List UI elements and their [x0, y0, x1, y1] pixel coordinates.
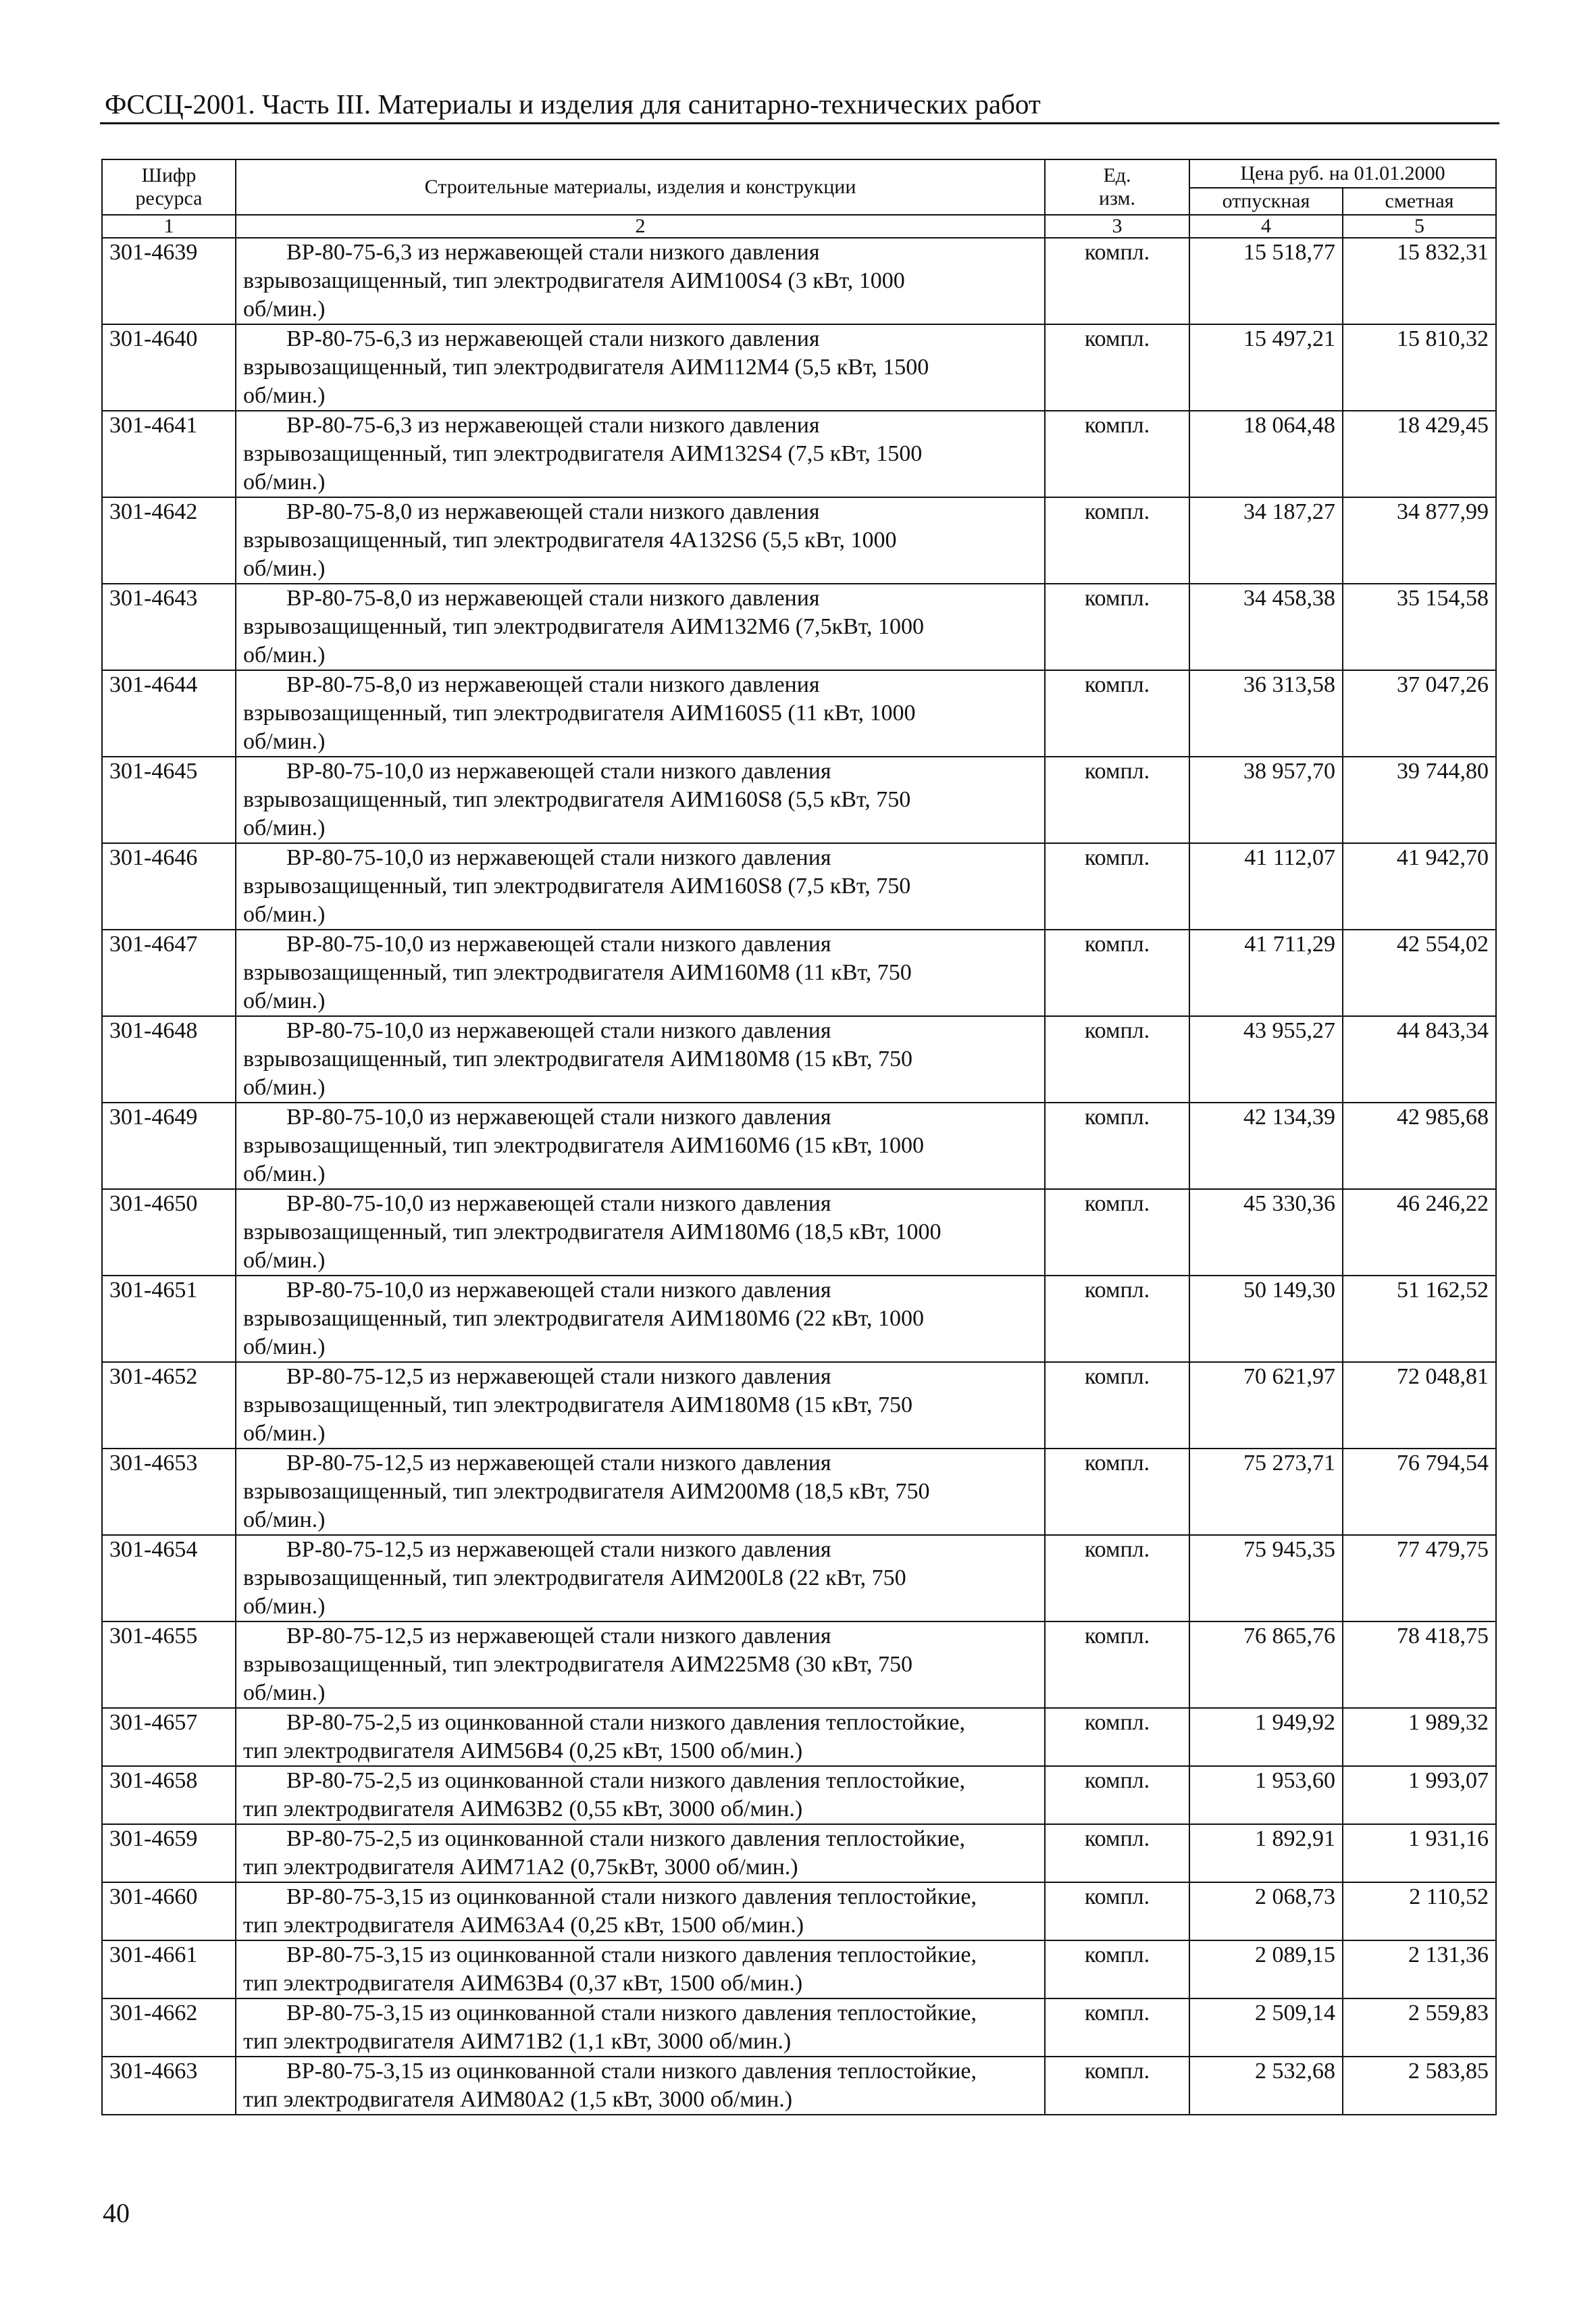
material-name: ВР-80-75-12,5 из нержавеющей стали низкого давления взрывозащищенный, тип электродвигателя АИМ180М8 (15 кВт, 750 об/мин.)	[236, 1362, 1045, 1449]
estimate-price: 2 110,52	[1343, 1882, 1496, 1940]
estimate-price: 41 942,70	[1343, 843, 1496, 930]
release-price: 38 957,70	[1189, 757, 1343, 843]
column-number-row	[102, 215, 1496, 238]
table-row	[102, 1189, 1496, 1276]
table-row	[102, 1535, 1496, 1621]
resource-code: 301-4651	[102, 1276, 236, 1362]
column-number: 4	[1189, 215, 1343, 238]
resource-code: 301-4658	[102, 1766, 236, 1824]
unit-of-measure: компл.	[1045, 1016, 1189, 1103]
table-row	[102, 1998, 1496, 2057]
table-row	[102, 1882, 1496, 1940]
release-price: 2 532,68	[1189, 2057, 1343, 2115]
release-price: 1 892,91	[1189, 1824, 1343, 1882]
release-price: 1 953,60	[1189, 1766, 1343, 1824]
release-price: 75 273,71	[1189, 1449, 1343, 1535]
estimate-price: 35 154,58	[1343, 584, 1496, 670]
estimate-price: 2 583,85	[1343, 2057, 1496, 2115]
header-release-price: отпускная	[1189, 188, 1343, 215]
release-price: 34 458,38	[1189, 584, 1343, 670]
material-name: ВР-80-75-3,15 из оцинкованной стали низкого давления теплостойкие, тип электродвигателя АИМ80А2 (1,5 кВт, 3000 об/мин.)	[236, 2057, 1045, 2115]
resource-code: 301-4644	[102, 670, 236, 757]
material-name: ВР-80-75-6,3 из нержавеющей стали низкого давления взрывозащищенный, тип электродвигателя АИМ112М4 (5,5 кВт, 1500 об/мин.)	[236, 324, 1045, 411]
estimate-price: 51 162,52	[1343, 1276, 1496, 1362]
release-price: 36 313,58	[1189, 670, 1343, 757]
column-number: 1	[102, 215, 236, 238]
resource-code: 301-4661	[102, 1940, 236, 1998]
unit-of-measure: компл.	[1045, 757, 1189, 843]
unit-of-measure: компл.	[1045, 930, 1189, 1016]
header-price-group: Цена руб. на 01.01.2000	[1189, 159, 1496, 188]
table-row	[102, 238, 1496, 324]
release-price: 2 068,73	[1189, 1882, 1343, 1940]
unit-of-measure: компл.	[1045, 1766, 1189, 1824]
table-row	[102, 324, 1496, 411]
unit-of-measure: компл.	[1045, 1362, 1189, 1449]
table-row	[102, 584, 1496, 670]
table-row	[102, 1940, 1496, 1998]
estimate-price: 42 554,02	[1343, 930, 1496, 1016]
estimate-price: 44 843,34	[1343, 1016, 1496, 1103]
unit-of-measure: компл.	[1045, 1449, 1189, 1535]
header-code: Шифр ресурса	[102, 159, 236, 215]
unit-of-measure: компл.	[1045, 1276, 1189, 1362]
resource-code: 301-4646	[102, 843, 236, 930]
table-row	[102, 757, 1496, 843]
estimate-price: 15 810,32	[1343, 324, 1496, 411]
resource-code: 301-4655	[102, 1621, 236, 1708]
estimate-price: 42 985,68	[1343, 1103, 1496, 1189]
release-price: 43 955,27	[1189, 1016, 1343, 1103]
estimate-price: 37 047,26	[1343, 670, 1496, 757]
header-rule	[100, 122, 1499, 124]
material-name: ВР-80-75-10,0 из нержавеющей стали низкого давления взрывозащищенный, тип электродвигателя АИМ160S8 (5,5 кВт, 750 об/мин.)	[236, 757, 1045, 843]
unit-of-measure: компл.	[1045, 324, 1189, 411]
column-number: 5	[1343, 215, 1496, 238]
resource-code: 301-4641	[102, 411, 236, 497]
resource-code: 301-4657	[102, 1708, 236, 1766]
material-name: ВР-80-75-8,0 из нержавеющей стали низкого давления взрывозащищенный, тип электродвигателя АИМ160S5 (11 кВт, 1000 об/мин.)	[236, 670, 1045, 757]
table-row	[102, 1766, 1496, 1824]
estimate-price: 18 429,45	[1343, 411, 1496, 497]
material-name: ВР-80-75-3,15 из оцинкованной стали низкого давления теплостойкие, тип электродвигателя АИМ63А4 (0,25 кВт, 1500 об/мин.)	[236, 1882, 1045, 1940]
table-row	[102, 1621, 1496, 1708]
material-name: ВР-80-75-12,5 из нержавеющей стали низкого давления взрывозащищенный, тип электродвигателя АИМ200М8 (18,5 кВт, 750 об/мин.)	[236, 1449, 1045, 1535]
unit-of-measure: компл.	[1045, 2057, 1189, 2115]
material-name: ВР-80-75-10,0 из нержавеющей стали низкого давления взрывозащищенный, тип электродвигателя АИМ160М6 (15 кВт, 1000 об/мин.)	[236, 1103, 1045, 1189]
release-price: 76 865,76	[1189, 1621, 1343, 1708]
unit-of-measure: компл.	[1045, 584, 1189, 670]
unit-of-measure: компл.	[1045, 1882, 1189, 1940]
unit-of-measure: компл.	[1045, 1998, 1189, 2057]
header-estimate-price: сметная	[1343, 188, 1496, 215]
resource-code: 301-4653	[102, 1449, 236, 1535]
unit-of-measure: компл.	[1045, 238, 1189, 324]
table-row	[102, 1708, 1496, 1766]
material-name: ВР-80-75-12,5 из нержавеющей стали низкого давления взрывозащищенный, тип электродвигателя АИМ225М8 (30 кВт, 750 об/мин.)	[236, 1621, 1045, 1708]
material-name: ВР-80-75-10,0 из нержавеющей стали низкого давления взрывозащищенный, тип электродвигателя АИМ180М6 (22 кВт, 1000 об/мин.)	[236, 1276, 1045, 1362]
estimate-price: 15 832,31	[1343, 238, 1496, 324]
material-name: ВР-80-75-3,15 из оцинкованной стали низкого давления теплостойкие, тип электродвигателя АИМ63В4 (0,37 кВт, 1500 об/мин.)	[236, 1940, 1045, 1998]
release-price: 15 497,21	[1189, 324, 1343, 411]
resource-code: 301-4654	[102, 1535, 236, 1621]
resource-code: 301-4652	[102, 1362, 236, 1449]
release-price: 2 509,14	[1189, 1998, 1343, 2057]
resource-code: 301-4650	[102, 1189, 236, 1276]
release-price: 1 949,92	[1189, 1708, 1343, 1766]
unit-of-measure: компл.	[1045, 843, 1189, 930]
release-price: 70 621,97	[1189, 1362, 1343, 1449]
material-name: ВР-80-75-8,0 из нержавеющей стали низкого давления взрывозащищенный, тип электродвигателя АИМ132М6 (7,5кВт, 1000 об/мин.)	[236, 584, 1045, 670]
resource-code: 301-4662	[102, 1998, 236, 2057]
resource-code: 301-4645	[102, 757, 236, 843]
table-row	[102, 1016, 1496, 1103]
estimate-price: 46 246,22	[1343, 1189, 1496, 1276]
release-price: 75 945,35	[1189, 1535, 1343, 1621]
column-number: 2	[236, 215, 1045, 238]
material-name: ВР-80-75-8,0 из нержавеющей стали низкого давления взрывозащищенный, тип электродвигателя 4А132S6 (5,5 кВт, 1000 об/мин.)	[236, 497, 1045, 584]
resource-code: 301-4660	[102, 1882, 236, 1940]
material-name: ВР-80-75-2,5 из оцинкованной стали низкого давления теплостойкие, тип электродвигателя АИМ63В2 (0,55 кВт, 3000 об/мин.)	[236, 1766, 1045, 1824]
table-row	[102, 1824, 1496, 1882]
unit-of-measure: компл.	[1045, 1940, 1189, 1998]
estimate-price: 34 877,99	[1343, 497, 1496, 584]
unit-of-measure: компл.	[1045, 1708, 1189, 1766]
material-name: ВР-80-75-10,0 из нержавеющей стали низкого давления взрывозащищенный, тип электродвигателя АИМ160S8 (7,5 кВт, 750 об/мин.)	[236, 843, 1045, 930]
resource-code: 301-4663	[102, 2057, 236, 2115]
table-row	[102, 843, 1496, 930]
resource-code: 301-4639	[102, 238, 236, 324]
material-name: ВР-80-75-10,0 из нержавеющей стали низкого давления взрывозащищенный, тип электродвигателя АИМ180М8 (15 кВт, 750 об/мин.)	[236, 1016, 1045, 1103]
estimate-price: 39 744,80	[1343, 757, 1496, 843]
release-price: 50 149,30	[1189, 1276, 1343, 1362]
estimate-price: 2 131,36	[1343, 1940, 1496, 1998]
table-body	[102, 238, 1496, 2115]
material-name: ВР-80-75-6,3 из нержавеющей стали низкого давления взрывозащищенный, тип электродвигателя АИМ132S4 (7,5 кВт, 1500 об/мин.)	[236, 411, 1045, 497]
material-name: ВР-80-75-10,0 из нержавеющей стали низкого давления взрывозащищенный, тип электродвигателя АИМ180М6 (18,5 кВт, 1000 об/мин.)	[236, 1189, 1045, 1276]
estimate-price: 76 794,54	[1343, 1449, 1496, 1535]
unit-of-measure: компл.	[1045, 1189, 1189, 1276]
release-price: 15 518,77	[1189, 238, 1343, 324]
material-name: ВР-80-75-2,5 из оцинкованной стали низкого давления теплостойкие, тип электродвигателя АИМ56В4 (0,25 кВт, 1500 об/мин.)	[236, 1708, 1045, 1766]
table-row	[102, 497, 1496, 584]
table-header	[102, 159, 1496, 238]
release-price: 45 330,36	[1189, 1189, 1343, 1276]
price-table	[101, 159, 1497, 2115]
material-name: ВР-80-75-12,5 из нержавеющей стали низкого давления взрывозащищенный, тип электродвигателя АИМ200L8 (22 кВт, 750 об/мин.)	[236, 1535, 1045, 1621]
material-name: ВР-80-75-10,0 из нержавеющей стали низкого давления взрывозащищенный, тип электродвигателя АИМ160М8 (11 кВт, 750 об/мин.)	[236, 930, 1045, 1016]
table-row	[102, 1449, 1496, 1535]
unit-of-measure: компл.	[1045, 1824, 1189, 1882]
table-row	[102, 1276, 1496, 1362]
release-price: 2 089,15	[1189, 1940, 1343, 1998]
page-number: 40	[103, 2198, 130, 2228]
resource-code: 301-4647	[102, 930, 236, 1016]
release-price: 42 134,39	[1189, 1103, 1343, 1189]
column-number: 3	[1045, 215, 1189, 238]
estimate-price: 1 993,07	[1343, 1766, 1496, 1824]
page-header: ФССЦ-2001. Часть III. Материалы и изделия для санитарно-технических работ	[105, 89, 1041, 120]
unit-of-measure: компл.	[1045, 1621, 1189, 1708]
release-price: 41 112,07	[1189, 843, 1343, 930]
unit-of-measure: компл.	[1045, 670, 1189, 757]
table-row	[102, 1362, 1496, 1449]
table-row	[102, 2057, 1496, 2115]
table-row	[102, 670, 1496, 757]
resource-code: 301-4642	[102, 497, 236, 584]
release-price: 34 187,27	[1189, 497, 1343, 584]
header-name: Строительные материалы, изделия и конструкции	[236, 159, 1045, 215]
resource-code: 301-4643	[102, 584, 236, 670]
table-row	[102, 1103, 1496, 1189]
unit-of-measure: компл.	[1045, 1535, 1189, 1621]
estimate-price: 77 479,75	[1343, 1535, 1496, 1621]
table-row	[102, 411, 1496, 497]
resource-code: 301-4649	[102, 1103, 236, 1189]
estimate-price: 72 048,81	[1343, 1362, 1496, 1449]
unit-of-measure: компл.	[1045, 1103, 1189, 1189]
resource-code: 301-4640	[102, 324, 236, 411]
material-name: ВР-80-75-2,5 из оцинкованной стали низкого давления теплостойкие, тип электродвигателя АИМ71А2 (0,75кВт, 3000 об/мин.)	[236, 1824, 1045, 1882]
unit-of-measure: компл.	[1045, 497, 1189, 584]
material-name: ВР-80-75-3,15 из оцинкованной стали низкого давления теплостойкие, тип электродвигателя АИМ71В2 (1,1 кВт, 3000 об/мин.)	[236, 1998, 1045, 2057]
estimate-price: 1 931,16	[1343, 1824, 1496, 1882]
unit-of-measure: компл.	[1045, 411, 1189, 497]
resource-code: 301-4648	[102, 1016, 236, 1103]
release-price: 18 064,48	[1189, 411, 1343, 497]
resource-code: 301-4659	[102, 1824, 236, 1882]
estimate-price: 78 418,75	[1343, 1621, 1496, 1708]
header-unit: Ед. изм.	[1045, 159, 1189, 215]
release-price: 41 711,29	[1189, 930, 1343, 1016]
material-name: ВР-80-75-6,3 из нержавеющей стали низкого давления взрывозащищенный, тип электродвигателя АИМ100S4 (3 кВт, 1000 об/мин.)	[236, 238, 1045, 324]
estimate-price: 1 989,32	[1343, 1708, 1496, 1766]
estimate-price: 2 559,83	[1343, 1998, 1496, 2057]
table-row	[102, 930, 1496, 1016]
